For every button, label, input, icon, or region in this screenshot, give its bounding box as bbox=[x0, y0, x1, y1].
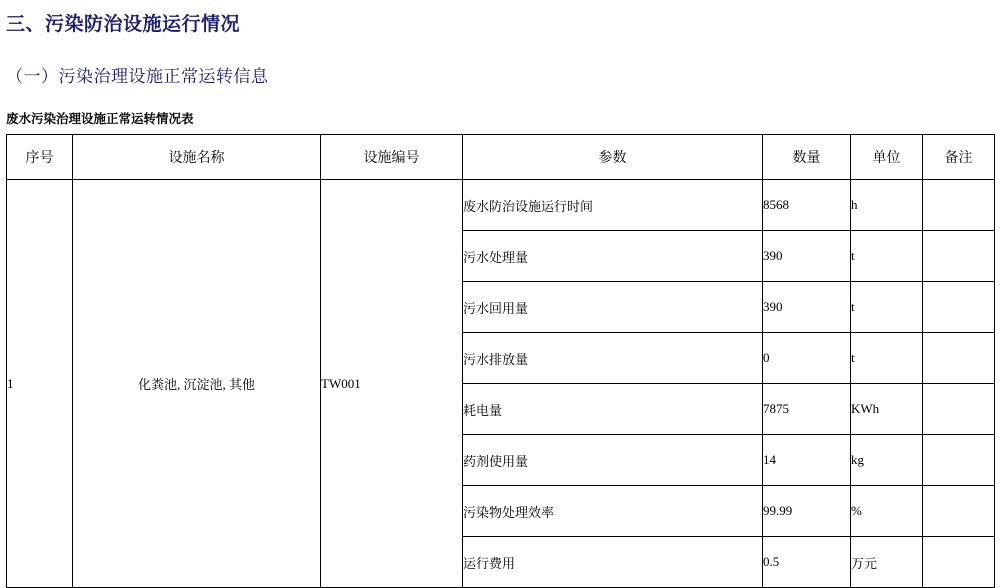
cell-quantity: 0 bbox=[763, 333, 851, 384]
cell-parameter: 污水排放量 bbox=[463, 333, 763, 384]
header-seq: 序号 bbox=[7, 135, 73, 180]
cell-parameter: 污染物处理效率 bbox=[463, 486, 763, 537]
cell-unit: h bbox=[851, 180, 923, 231]
cell-note bbox=[923, 384, 995, 435]
header-facility-name: 设施名称 bbox=[73, 135, 321, 180]
cell-note bbox=[923, 231, 995, 282]
cell-unit: 万元 bbox=[851, 537, 923, 588]
cell-quantity: 390 bbox=[763, 282, 851, 333]
sub-heading: （一）污染治理设施正常运转信息 bbox=[6, 67, 269, 86]
section-heading: 三、污染防治设施运行情况 bbox=[6, 14, 241, 35]
cell-parameter: 废水防治设施运行时间 bbox=[463, 180, 763, 231]
cell-note bbox=[923, 486, 995, 537]
cell-quantity: 7875 bbox=[763, 384, 851, 435]
cell-note bbox=[923, 435, 995, 486]
header-quantity: 数量 bbox=[763, 135, 851, 180]
cell-quantity: 99.99 bbox=[763, 486, 851, 537]
header-parameter: 参数 bbox=[463, 135, 763, 180]
cell-quantity: 390 bbox=[763, 231, 851, 282]
cell-note bbox=[923, 333, 995, 384]
cell-facility-code: TW001 bbox=[321, 180, 463, 588]
cell-unit: % bbox=[851, 486, 923, 537]
cell-note bbox=[923, 180, 995, 231]
cell-unit: t bbox=[851, 282, 923, 333]
cell-unit: KWh bbox=[851, 384, 923, 435]
table-caption: 废水污染治理设施正常运转情况表 bbox=[6, 112, 194, 126]
cell-note bbox=[923, 537, 995, 588]
cell-parameter: 运行费用 bbox=[463, 537, 763, 588]
cell-quantity: 14 bbox=[763, 435, 851, 486]
cell-parameter: 污水处理量 bbox=[463, 231, 763, 282]
header-unit: 单位 bbox=[851, 135, 923, 180]
cell-unit: kg bbox=[851, 435, 923, 486]
header-note: 备注 bbox=[923, 135, 995, 180]
cell-note bbox=[923, 282, 995, 333]
table-header-row bbox=[7, 135, 995, 180]
cell-quantity: 8568 bbox=[763, 180, 851, 231]
cell-facility-name: 化粪池, 沉淀池, 其他 bbox=[73, 180, 321, 588]
cell-parameter: 药剂使用量 bbox=[463, 435, 763, 486]
table-row bbox=[7, 180, 995, 231]
cell-parameter: 耗电量 bbox=[463, 384, 763, 435]
cell-quantity: 0.5 bbox=[763, 537, 851, 588]
cell-unit: t bbox=[851, 333, 923, 384]
cell-seq: 1 bbox=[7, 180, 73, 588]
cell-parameter: 污水回用量 bbox=[463, 282, 763, 333]
cell-unit: t bbox=[851, 231, 923, 282]
header-facility-code: 设施编号 bbox=[321, 135, 463, 180]
wastewater-facility-table bbox=[6, 134, 995, 588]
